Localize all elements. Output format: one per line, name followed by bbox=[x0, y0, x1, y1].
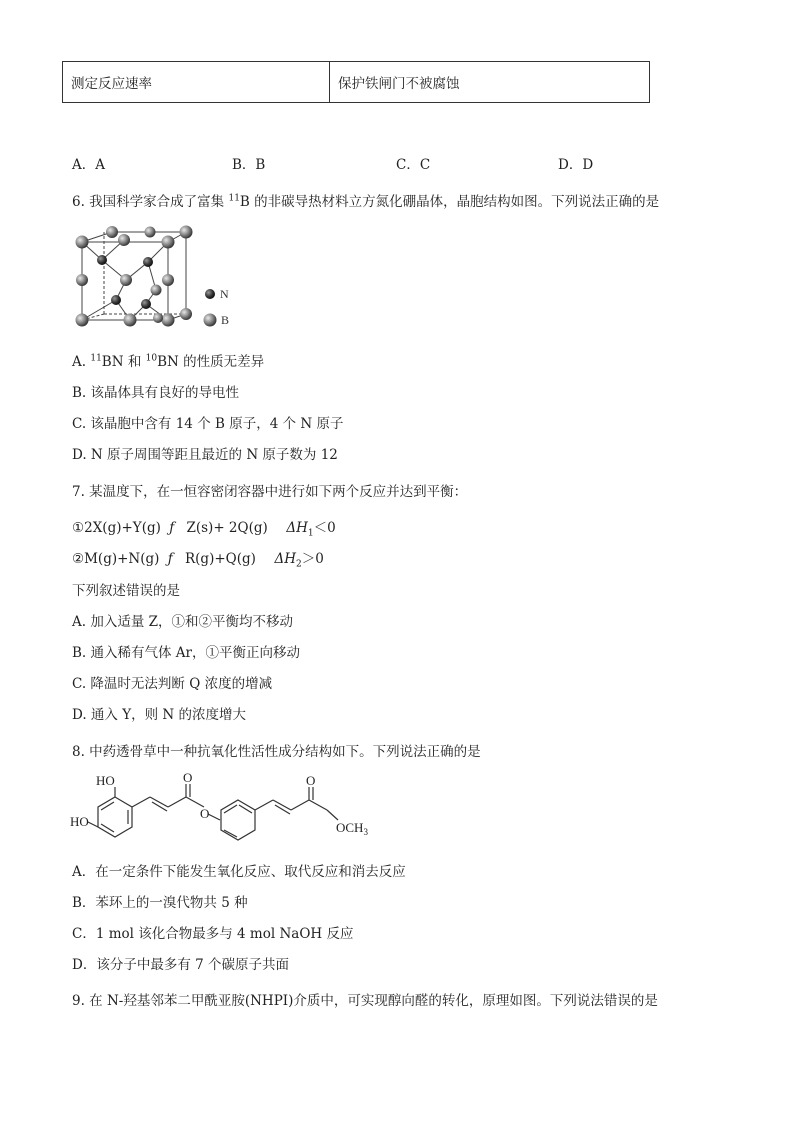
methoxy-subscript: 3 bbox=[363, 827, 368, 837]
answer-table bbox=[62, 61, 650, 103]
option-c: C．C bbox=[396, 157, 431, 173]
ester-o-label: O bbox=[200, 806, 210, 821]
q8-stem: 8. 中药透骨草中一种抗氧化性活性成分结构如下。下列说法正确的是 bbox=[72, 744, 481, 760]
q7-option-c: C. 降温时无法判断 Q 浓度的增减 bbox=[72, 676, 273, 692]
ho-label: HO bbox=[96, 773, 115, 788]
legend-n-label: N bbox=[220, 287, 229, 301]
crystal-cell-figure bbox=[68, 224, 248, 336]
ho-label: HO bbox=[70, 814, 89, 829]
q6-option-c: C. 该晶胞中含有 14 个 B 原子，4 个 N 原子 bbox=[72, 416, 344, 432]
option-d: D．D bbox=[558, 157, 594, 173]
q7-option-b: B. 通入稀有气体 Ar，①平衡正向移动 bbox=[72, 645, 300, 661]
table-cell: 测定反应速率 bbox=[63, 62, 330, 103]
q6-stem bbox=[72, 190, 659, 210]
q6-option-d: D. N 原子周围等距且最近的 N 原子数为 12 bbox=[72, 447, 338, 463]
reaction-right: Z(s)+ 2Q(g) bbox=[186, 520, 268, 536]
q8-option-a: A．在一定条件下能发生氧化反应、取代反应和消去反应 bbox=[72, 864, 406, 880]
b-atoms bbox=[76, 226, 193, 327]
isotope-mass: 10 bbox=[145, 353, 158, 364]
q7-stem: 7. 某温度下，在一恒容密闭容器中进行如下两个反应并达到平衡： bbox=[72, 484, 468, 500]
option-text: A. bbox=[72, 354, 91, 370]
legend-n-dot bbox=[205, 289, 215, 299]
molecule-structure-figure bbox=[70, 772, 400, 850]
reaction-left: ②M(g)+N(g) bbox=[72, 551, 160, 567]
q5-options bbox=[72, 153, 632, 171]
enthalpy-symbol: ΔH bbox=[274, 551, 297, 567]
q6-option-a bbox=[72, 350, 264, 370]
enthalpy-symbol: ΔH bbox=[286, 520, 308, 536]
table-cell: 保护铁闸门不被腐蚀 bbox=[330, 62, 650, 103]
q6-option-b: B. 该晶体具有良好的导电性 bbox=[72, 385, 240, 401]
q7-ask: 下列叙述错误的是 bbox=[72, 583, 180, 599]
q8-option-d: D．该分子中最多有 7 个碳原子共面 bbox=[72, 957, 289, 973]
legend-b-label: B bbox=[221, 313, 230, 327]
legend-b-dot bbox=[204, 314, 217, 327]
methoxy-label bbox=[336, 820, 368, 837]
carbonyl-o-label: O bbox=[306, 773, 316, 788]
q6-stem-text: 6. 我国科学家合成了富集 bbox=[72, 194, 229, 210]
option-b: B．B bbox=[232, 157, 266, 173]
enthalpy-subscript: 1 bbox=[307, 528, 314, 539]
option-a: A．A bbox=[72, 157, 105, 173]
q7-reaction-2 bbox=[72, 547, 324, 570]
enthalpy-sign: ＞0 bbox=[301, 551, 324, 567]
q9-stem: 9. 在 N-羟基邻苯二甲酰亚胺(NHPI)介质中，可实现醇向醛的转化，原理如图。下列说法错误的是 bbox=[72, 993, 658, 1009]
q7-reaction-1 bbox=[72, 516, 336, 539]
q8-option-c: C．1 mol 该化合物最多与 4 mol NaOH 反应 bbox=[72, 926, 354, 942]
equilibrium-arrow-icon: ƒ bbox=[167, 551, 173, 567]
q6-stem-text: B 的非碳导热材料立方氮化硼晶体，晶胞结构如图。下列说法正确的是 bbox=[239, 194, 660, 210]
reaction-right: R(g)+Q(g) bbox=[185, 551, 256, 567]
isotope-mass: 11 bbox=[90, 353, 102, 364]
option-text: BN 的性质无差异 bbox=[157, 354, 265, 370]
table-row bbox=[63, 62, 650, 103]
q7-option-d: D. 通入 Y，则 N 的浓度增大 bbox=[72, 707, 247, 723]
enthalpy-sign: ＜0 bbox=[313, 520, 336, 536]
enthalpy-subscript: 2 bbox=[296, 559, 302, 570]
carbonyl-o-label: O bbox=[183, 772, 193, 785]
reaction-left: ①2X(g)+Y(g) bbox=[72, 520, 161, 536]
isotope-mass: 11 bbox=[228, 193, 240, 204]
option-text: BN 和 bbox=[101, 354, 146, 370]
equilibrium-arrow-icon: ƒ bbox=[169, 520, 175, 536]
q8-option-b: B．苯环上的一溴代物共 5 种 bbox=[72, 895, 248, 911]
methoxy-text: OCH bbox=[336, 820, 364, 835]
q7-option-a: A. 加入适量 Z，①和②平衡均不移动 bbox=[72, 614, 294, 630]
bond-lines bbox=[88, 784, 338, 840]
